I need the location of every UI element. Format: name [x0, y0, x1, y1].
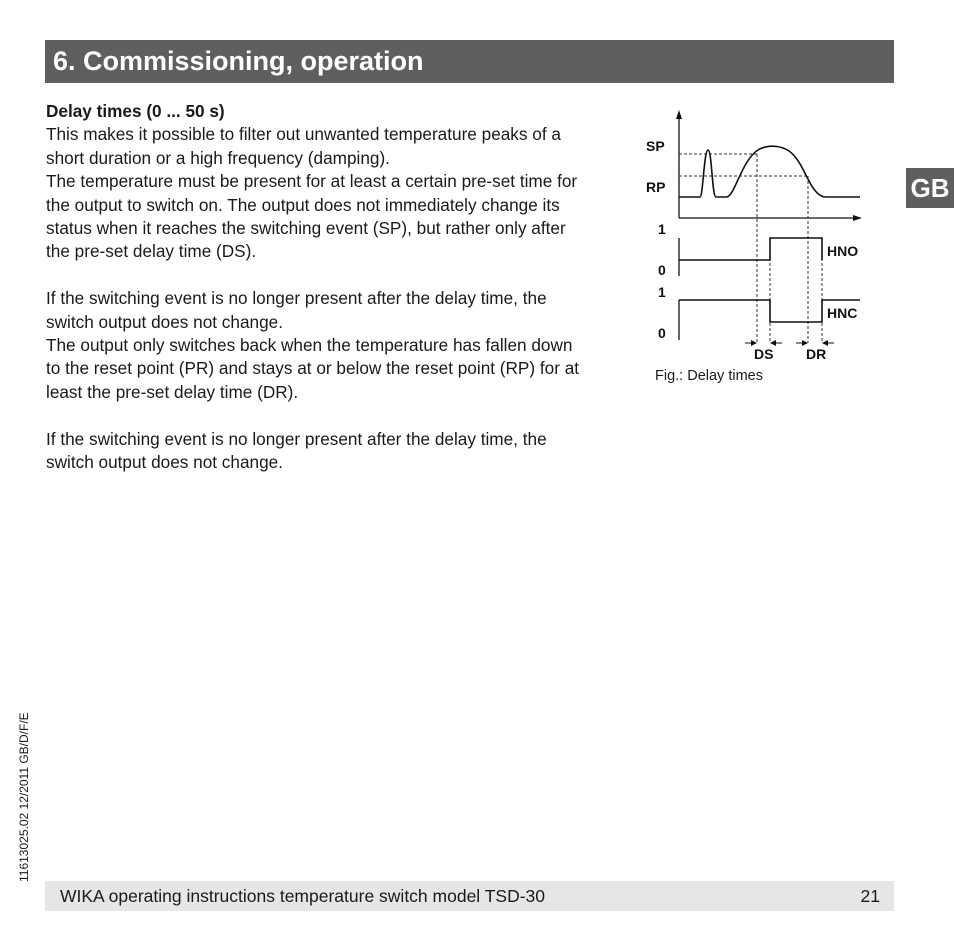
body-text [46, 100, 626, 474]
hnc-low-label: 0 [658, 325, 666, 341]
delay-times-diagram [640, 108, 880, 368]
language-tab: GB [906, 168, 954, 208]
page-number: 21 [860, 886, 880, 906]
hno-low-label: 0 [658, 262, 666, 278]
body-line: If the switching event is no longer present after the delay time, the [46, 428, 547, 449]
body-line: least the pre-set delay time (DR). [46, 381, 299, 402]
temperature-curve [679, 146, 860, 197]
body-line: switch output does not change. [46, 311, 283, 332]
body-line: to the reset point (PR) and stays at or below the reset point (RP) for at [46, 358, 580, 379]
dr-label: DR [806, 346, 827, 362]
body-line: The temperature must be present for at least a certain pre-set time for [46, 171, 578, 192]
body-line: If the switching event is no longer present after the delay time, the [46, 288, 547, 309]
body-line: The output only switches back when the temperature has fallen down [46, 335, 573, 356]
hnc-label: HNC [827, 305, 858, 321]
paragraph-gap [46, 264, 626, 287]
footer-text: WIKA operating instructions temperature switch model TSD-30 [60, 886, 546, 906]
section-title: 6. Commissioning, operation [45, 40, 894, 83]
hnc-high-label: 1 [658, 284, 666, 300]
document-code: 11613025.02 12/2011 GB/D/F/E [17, 712, 31, 882]
rp-label: RP [646, 179, 666, 195]
hno-label: HNO [827, 243, 859, 259]
x-axis-arrow [853, 215, 862, 221]
ds-label: DS [754, 346, 774, 362]
footer [45, 881, 894, 911]
hno-high-label: 1 [658, 221, 666, 237]
body-line: switch output does not change. [46, 452, 283, 473]
y-axis-arrow [676, 110, 682, 119]
body-line: status when it reaches the switching event (SP), but rather only after [46, 218, 566, 239]
figure-caption: Fig.: Delay times [655, 368, 763, 384]
body-line: the output to switch on. The output does not immediately change its [46, 194, 560, 215]
body-line: This makes it possible to filter out unwanted temperature peaks of a [46, 124, 561, 145]
hno-signal [679, 238, 822, 260]
body-line: short duration or a high frequency (damping). [46, 147, 390, 168]
paragraph-gap [46, 404, 626, 427]
sp-label: SP [646, 138, 665, 154]
subheading: Delay times (0 ... 50 s) [46, 101, 225, 121]
body-line: the pre-set delay time (DS). [46, 241, 257, 262]
